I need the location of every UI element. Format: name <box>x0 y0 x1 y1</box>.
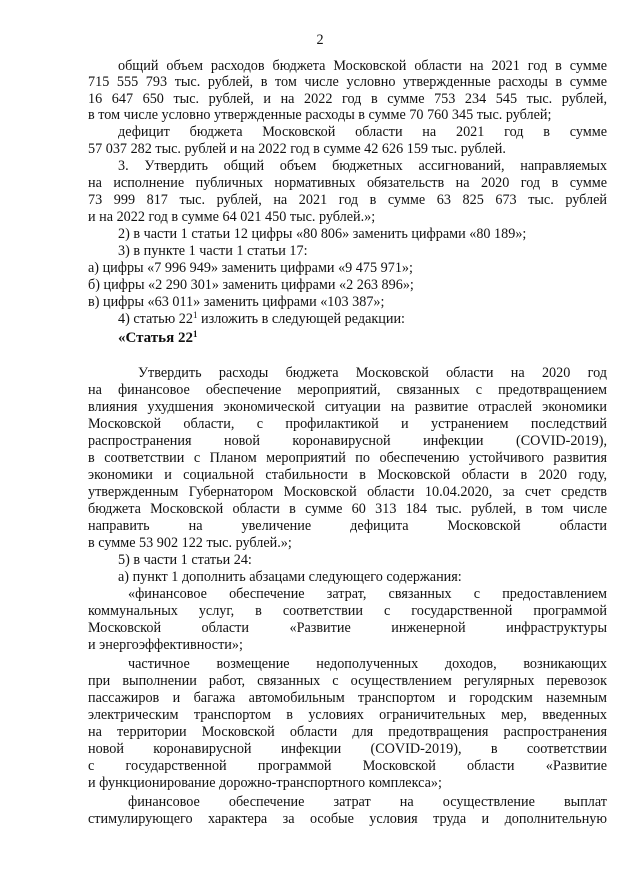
text-line: частичное возмещение недополученных доходов, возникающих <box>128 656 607 672</box>
text-line: дефицит бюджета Московской области на 2021 год в сумме <box>118 124 607 140</box>
list-item: в) цифры «63 011» заменить цифрами «103 387»; <box>88 294 385 310</box>
text-line: при выполнении работ, связанных с осуществлением регулярных перевозок <box>88 673 607 689</box>
text-line: направить на увеличение дефицита Московской области <box>88 518 607 534</box>
text-line: Утвердить расходы бюджета Московской области на 2020 год <box>138 365 607 381</box>
text-line: распространения новой коронавирусной инфекции (COVID-2019), <box>88 433 607 449</box>
text-line: в сумме 53 902 122 тыс. рублей.»; <box>88 535 292 551</box>
article-heading <box>118 330 197 347</box>
text-line: на территории Московской области для предотвращения распространения <box>88 724 607 740</box>
text-line: коммунальных услуг, в соответствии с государственной программой <box>88 603 607 619</box>
text-line: на финансовое обеспечение мероприятий, связанных с предотвращением <box>88 382 607 398</box>
superscript: 1 <box>192 329 198 339</box>
list-item <box>118 311 405 328</box>
text-line: Московской области, с профилактикой и устранением последствий <box>88 416 607 432</box>
text-line: пассажиров и багажа автомобильным транспортом и городским наземным <box>88 690 607 706</box>
list-item: а) цифры «7 996 949» заменить цифрами «9 475 971»; <box>88 260 413 276</box>
text-line: стимулирующего характера за особые условия труда и дополнительную <box>88 811 607 827</box>
text-line: 57 037 282 тыс. рублей и на 2022 год в сумме 42 626 159 тыс. рублей. <box>88 141 506 157</box>
article-heading-text: «Статья 22 <box>118 330 193 346</box>
list-item: а) пункт 1 дополнить абзацами следующего содержания: <box>118 569 462 585</box>
text-line: и функционирование дорожно-транспортного комплекса»; <box>88 775 442 791</box>
text-line: 3. Утвердить общий объем бюджетных ассигнований, направляемых <box>118 158 607 174</box>
text-line: финансовое обеспечение затрат на осуществление выплат <box>128 794 607 810</box>
text-line: в соответствии с Планом мероприятий по обеспечению устойчивого развития <box>88 450 607 466</box>
text-line: Московской области «Развитие инженерной инфраструктуры <box>88 620 607 636</box>
list-item: 2) в части 1 статьи 12 цифры «80 806» заменить цифрами «80 189»; <box>118 226 527 242</box>
text-line: на исполнение публичных нормативных обязательств на 2020 год в сумме <box>88 175 607 191</box>
list-item: 3) в пункте 1 части 1 статьи 17: <box>118 243 308 259</box>
text-line: влияния ухудшения экономической ситуации на развитие отраслей экономики <box>88 399 607 415</box>
text-line: новой коронавирусной инфекции (COVID-2019), в соответствии <box>88 741 607 757</box>
list-item-text: 4) статью 22 <box>118 311 193 327</box>
page-number: 2 <box>316 32 324 48</box>
text-line: 73 999 817 тыс. рублей, на 2021 год в сумме 63 825 673 тыс. рублей <box>88 192 607 208</box>
text-line: бюджета Московской области в сумме 60 313 184 тыс. рублей, в том числе <box>88 501 607 517</box>
text-line: с государственной программой Московской области «Развитие <box>88 758 607 774</box>
text-line: утвержденным Губернатором Московской области 10.04.2020, за счет средств <box>88 484 607 500</box>
superscript: 1 <box>192 310 198 320</box>
text-line: и энергоэффективности»; <box>88 637 243 653</box>
text-line: общий объем расходов бюджета Московской области на 2021 год в сумме <box>118 58 607 74</box>
list-item: б) цифры «2 290 301» заменить цифрами «2 263 896»; <box>88 277 414 293</box>
text-line: 715 555 793 тыс. рублей, в том числе условно утвержденные расходы в сумме <box>88 74 607 90</box>
list-item: 5) в части 1 статьи 24: <box>118 552 252 568</box>
text-line: и на 2022 год в сумме 64 021 450 тыс. рублей.»; <box>88 209 376 225</box>
text-line: 16 647 650 тыс. рублей, и на 2022 год в сумме 753 234 545 тыс. рублей, <box>88 91 607 107</box>
list-item-text: изложить в следующей редакции: <box>197 311 405 327</box>
text-line: «финансовое обеспечение затрат, связанных с предоставлением <box>128 586 607 602</box>
text-line: в том числе условно утвержденные расходы в сумме 70 760 345 тыс. рублей; <box>88 107 552 123</box>
text-line: электрическим транспортом в условиях ограничительных мер, введенных <box>88 707 607 723</box>
text-line: экономики и социальной стабильности в Московской области в 2020 году, <box>88 467 607 483</box>
